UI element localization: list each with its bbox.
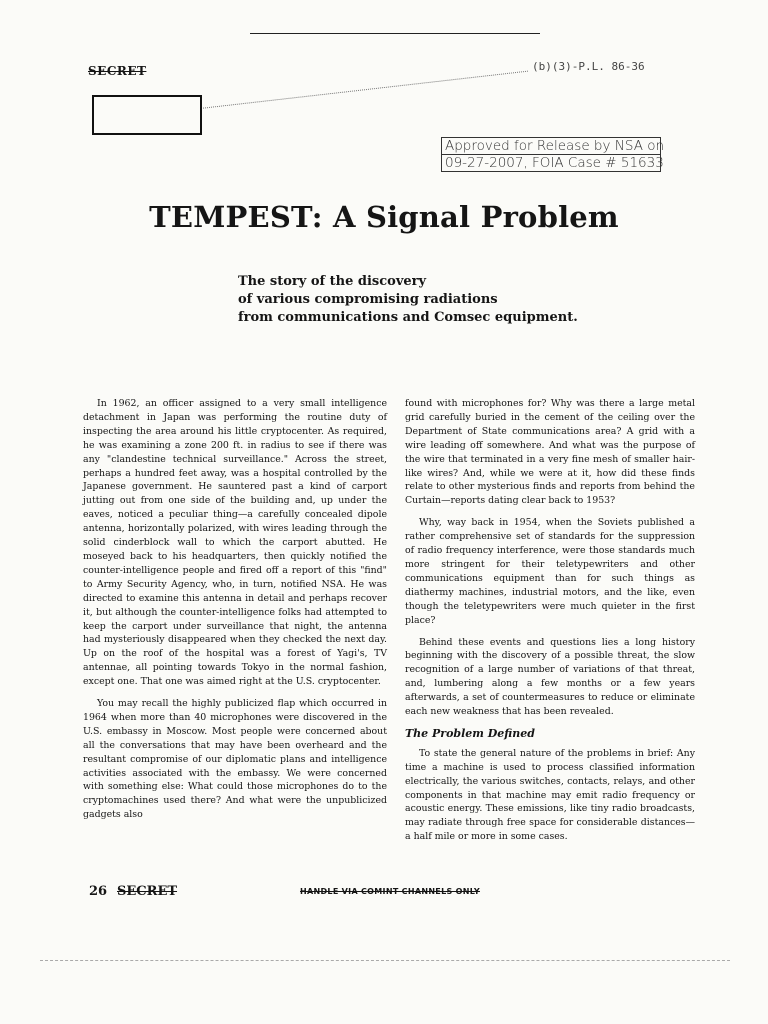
paragraph: To state the general nature of the problems in brief: Any time a machine is used to process classified information electrically, the various switches, contacts, relays, and other components in that machine may emit radio frequency or acoustic energy. These emissions, like tiny radio broadcasts, may radiate through free space for considerable distances—a half mile or more in some cases. — [405, 747, 695, 843]
scan-edge-line — [40, 960, 730, 961]
paragraph: found with microphones for? Why was there a large metal grid carefully buried in the cement of the ceiling over the Department of State communications area? A grid with a wire leading off somewhere. And what was the purpose of the wire that terminated in a very fine mesh of smaller hair-like wires? And, while we were at it, how did these finds relate to other mysterious finds and reports from behind the Curtain—reports dating clear back to 1953? — [405, 398, 695, 507]
classification-marking-bottom: SECRET — [117, 884, 178, 899]
article-title: TEMPEST: A Signal Problem — [149, 200, 619, 234]
release-stamp-line-2: 09-27-2007, FOIA Case # 51633 — [441, 155, 661, 172]
section-heading: The Problem Defined — [405, 726, 535, 740]
page-number: 26 — [89, 884, 108, 899]
release-stamp — [441, 137, 665, 172]
classification-marking-top: SECRET — [88, 64, 147, 78]
redaction-leader-line — [200, 71, 528, 109]
paragraph: Why, way back in 1954, when the Soviets published a rather comprehensive set of standards for the suppression of radio frequency interference, were those standards much more stringent for their teletypewriters and other communications equipment than for such things as diathermy machines, industrial motors, and the like, even though the teletypewriters were much quieter in the first place? — [405, 517, 695, 626]
redaction-box — [92, 95, 202, 135]
right-column — [405, 397, 695, 852]
exemption-code: (b)(3)-P.L. 86-36 — [532, 60, 645, 73]
subtitle-line: of various compromising radiations — [238, 292, 498, 307]
top-rule — [250, 33, 540, 34]
release-stamp-line-1: Approved for Release by NSA on — [441, 137, 661, 155]
article-subtitle — [238, 273, 578, 327]
paragraph: Behind these events and questions lies a long history beginning with the discovery of a possible threat, the slow recognition of a large number of variations of that threat, and, lumbering along a few months or a few years afterwards, a set of countermeasures to reduce or eliminate each new weakness that has been revealed. — [405, 636, 695, 718]
paragraph: In 1962, an officer assigned to a very small intelligence detachment in Japan was performing the routine duty of inspecting the area around his little cryptocenter. As required, he was examining a zone 200 ft. in radius to see if there was any "clandestine technical surveillance." Across the street, perhaps a hundred feet away, was a hospital controlled by the Japanese government. He sauntered past a kind of carport jutting out from one side of the building and, up under the eaves, noticed a peculiar thing—a carefully concealed dipole antenna, horizontally polarized, with wires leading through the solid cinderblock wall to which the carport abutted. He moseyed back to his headquarters, then quickly notified the counter-intelligence people and fired off a report of this "find" to Army Security Agency, who, in turn, notified NSA. He was directed to examine this antenna in detail and perhaps recover it, but although the counter-intelligence folks had attempted to keep the carport under surveillance that night, the antenna had mysteriously disappeared when they checked the next day. Up on the roof of the hospital was a forest of Yagi's, TV antennae, all pointing towards Tokyo in the normal fashion, except one. That one was aimed right at the U.S. cryptocenter. — [83, 398, 387, 688]
subtitle-line: from communications and Comsec equipment. — [238, 310, 578, 325]
subtitle-line: The story of the discovery — [238, 274, 427, 289]
handling-caveat: HANDLE VIA COMINT CHANNELS ONLY — [300, 887, 480, 896]
paragraph: You may recall the highly publicized flap which occurred in 1964 when more than 40 microphones were discovered in the U.S. embassy in Moscow. Most people were concerned about all the conversations that may have been overheard and the resultant compromise of our diplomatic plans and intelligence activities associated with the embassy. We were concerned with something else: What could those microphones do to the cryptomachines used there? And what were the unpublicized gadgets also — [83, 698, 387, 821]
left-column — [83, 397, 387, 830]
